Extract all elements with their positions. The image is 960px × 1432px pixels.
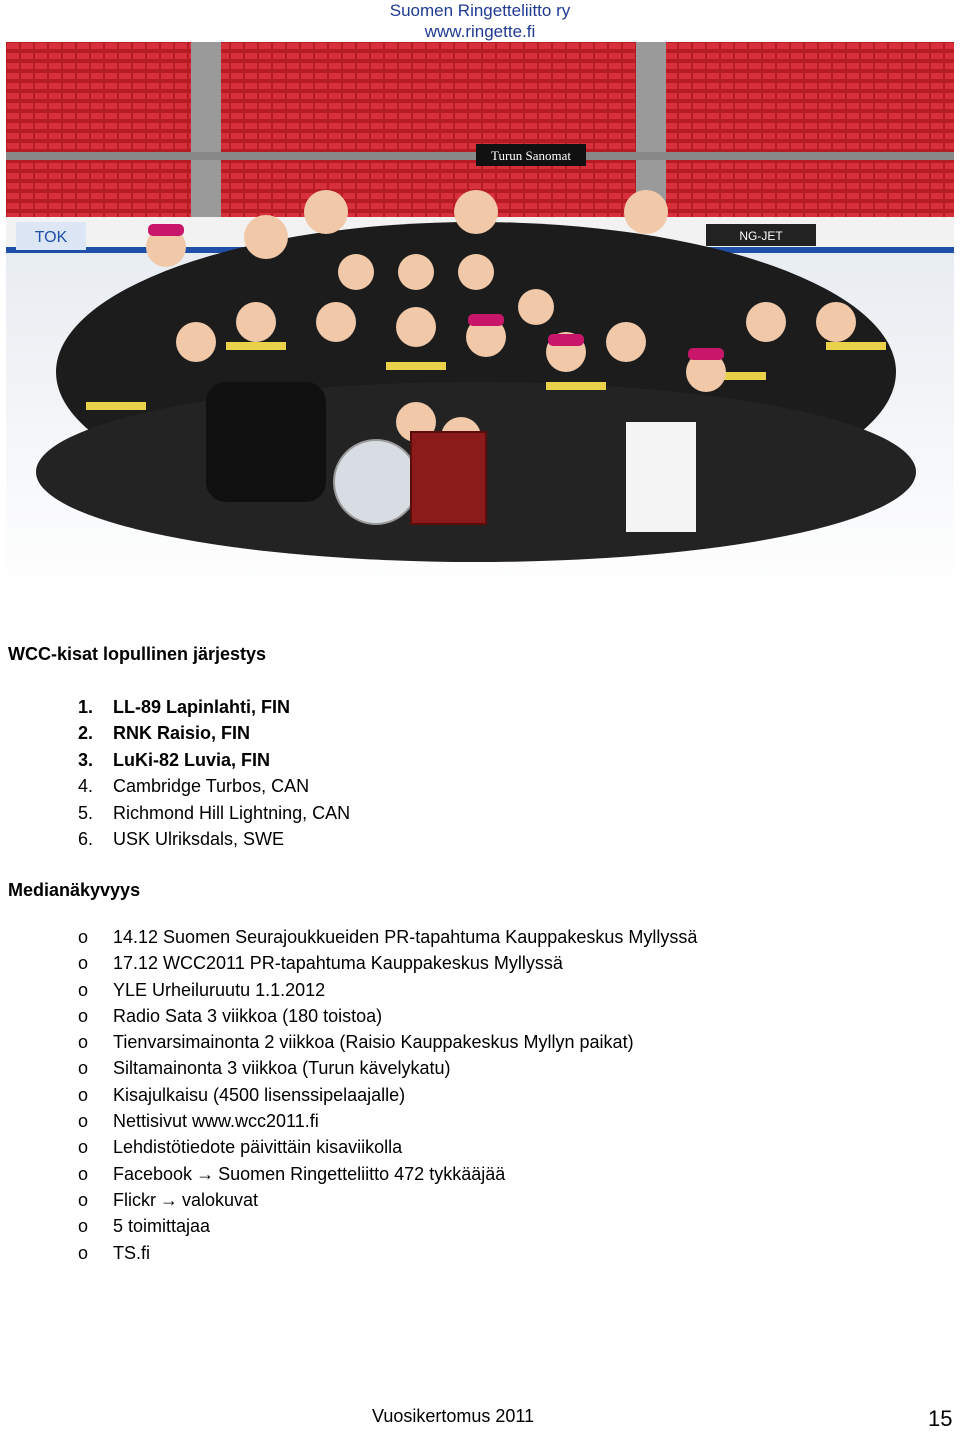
organization-name: Suomen Ringetteliitto ry: [389, 1, 571, 20]
page-header: [0, 0, 960, 42]
bullet-icon: o: [78, 979, 89, 1000]
bullet-icon: o: [78, 1111, 89, 1132]
bullet-icon: o: [78, 927, 89, 947]
sponsor-board-text: NG-JET: [739, 229, 783, 243]
trophy-plaque: [411, 432, 486, 524]
arrow-right-icon: →: [196, 1163, 215, 1184]
bullet-icon: o: [78, 1032, 89, 1053]
goalie-pad-white: [626, 422, 696, 532]
bullet-icon: o: [78, 1084, 89, 1105]
footer-report-title: Vuosikertomus 2011: [372, 1406, 535, 1426]
bullet-icon: o: [78, 1137, 89, 1158]
rink-board-text: TOK: [34, 229, 68, 246]
team-photo: [6, 42, 954, 602]
silver-plate: [334, 440, 418, 524]
bullet-icon: o: [78, 1216, 89, 1237]
bullet-icon: o: [78, 1058, 89, 1079]
bullet-icon: o: [78, 953, 89, 974]
goalie-pads: [206, 382, 326, 502]
page-number: 15: [928, 1406, 953, 1431]
standings-title: WCC-kisat lopullinen järjestys: [8, 644, 267, 664]
banner-text: Turun Sanomat: [490, 148, 572, 163]
stairs: [191, 42, 221, 217]
media-title: Medianäkyvyys: [8, 880, 141, 900]
bullet-icon: o: [78, 1005, 89, 1026]
website-link[interactable]: www.ringette.fi: [424, 22, 536, 41]
bullet-icon: o: [78, 1189, 89, 1210]
arrow-right-icon: →: [160, 1189, 178, 1210]
bullet-icon: o: [78, 1242, 89, 1263]
bullet-icon: o: [78, 1163, 89, 1184]
